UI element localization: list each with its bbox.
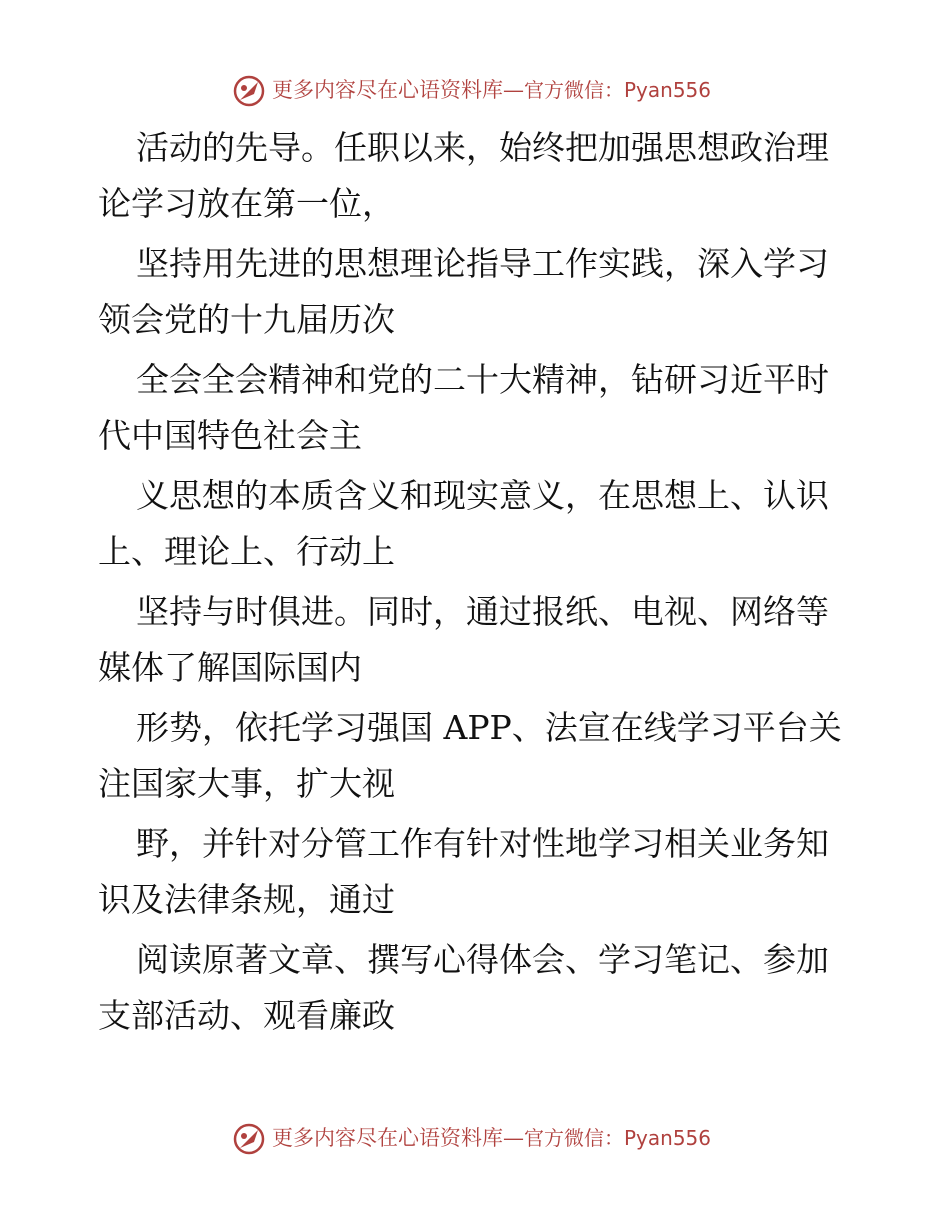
text-line: 坚持用先进的思想理论指导工作实践，深入学习 [136,244,829,283]
text-line: 形势，依托学习强国 APP、法宣在线学习平台关 [136,708,842,747]
text-line: 全会全会精神和党的二十大精神，钻研习近平时 [136,360,829,399]
text-line: 注国家大事，扩大视 [98,764,395,803]
banner-wechat: 官方微信：Pyan556 [524,78,712,102]
text-line: 论学习放在第一位， [98,184,395,223]
text-line: 野，并针对分管工作有针对性地学习相关业务知 [136,824,829,863]
header-banner [0,70,950,110]
quill-logo-icon [232,74,266,108]
banner-wechat: 官方微信：Pyan556 [524,1126,712,1150]
banner-text: 更多内容尽在心语资料库— [272,1126,524,1150]
text-line: 代中国特色社会主 [98,416,362,455]
text-line: 领会党的十九届历次 [98,300,395,339]
text-line: 阅读原著文章、撰写心得体会、学习笔记、参加 [136,940,829,979]
quill-logo-icon [232,1122,266,1156]
text-line: 上、理论上、行动上 [98,532,395,571]
text-line: 活动的先导。任职以来，始终把加强思想政治理 [136,128,829,167]
text-line: 义思想的本质含义和现实意义，在思想上、认识 [136,476,829,515]
footer-banner [0,1118,950,1158]
text-line: 支部活动、观看廉政 [98,996,395,1035]
text-line: 识及法律条规，通过 [98,880,395,919]
text-line: 坚持与时俱进。同时，通过报纸、电视、网络等 [136,592,829,631]
text-line: 媒体了解国际国内 [98,648,362,687]
banner-text: 更多内容尽在心语资料库— [272,78,524,102]
